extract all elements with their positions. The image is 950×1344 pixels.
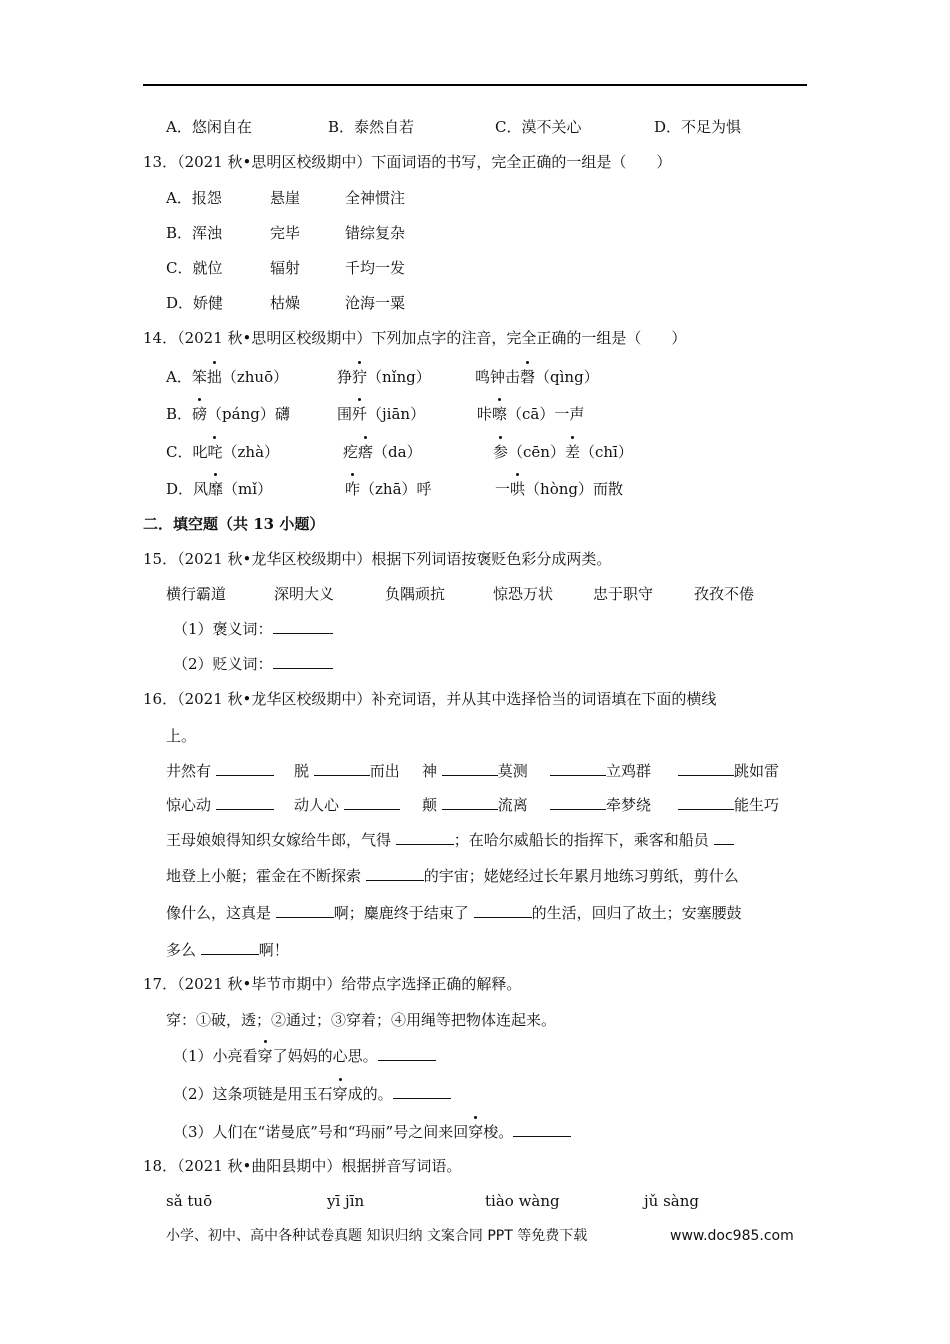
q17-sub-1: （1）小亮看穿了妈妈的心思。 bbox=[173, 1046, 436, 1066]
q14-c-1: C．叱咤（zhà） bbox=[166, 443, 280, 461]
q17-sub-2: （2）这条项链是用玉石穿成的。 bbox=[173, 1084, 451, 1104]
answer-blank[interactable] bbox=[276, 903, 334, 918]
q13-c-3: 千均一发 bbox=[345, 259, 406, 277]
q14-d-1: D．风靡（mǐ） bbox=[166, 480, 273, 498]
answer-blank[interactable] bbox=[442, 795, 498, 810]
q18-pinyin: jǔ sàng bbox=[644, 1192, 699, 1210]
q14-b-1: B．磅（páng）礴 bbox=[166, 405, 290, 423]
q16-row1-2: 脱 而出 bbox=[294, 762, 400, 780]
q16-para-4: 多么 啊！ bbox=[166, 941, 289, 959]
q16-para-1: 王母娘娘得知织女嫁给牛郎，气得 ；在哈尔威船长的指挥下，乘客和船员 bbox=[166, 830, 734, 850]
q15-sub-2: （2）贬义词： bbox=[173, 654, 333, 674]
q14-b-3: 咔嚓（cā）一声 bbox=[477, 405, 585, 423]
q14-c-3: 参（cēn）差（chī） bbox=[493, 443, 633, 461]
q14-a-3: 鸣钟击磬（qìng） bbox=[475, 368, 599, 386]
q18-pinyin: sǎ tuō bbox=[166, 1192, 213, 1210]
q18-pinyin: yī jīn bbox=[327, 1192, 365, 1210]
answer-blank[interactable] bbox=[216, 761, 274, 776]
q14-a-2: 狰狞（nǐng） bbox=[337, 368, 431, 386]
q15-word: 忠于职守 bbox=[593, 585, 654, 603]
answer-blank[interactable] bbox=[442, 761, 498, 776]
answer-blank[interactable] bbox=[550, 795, 606, 810]
q13-a-3: 全神惯注 bbox=[345, 189, 406, 207]
answer-blank[interactable] bbox=[344, 795, 400, 810]
q18-pinyin: tiào wàng bbox=[485, 1192, 560, 1210]
q16-row2-5: 能生巧 bbox=[678, 795, 779, 815]
q15-word: 惊恐万状 bbox=[493, 585, 554, 603]
q15-stem: 15．（2021 秋•龙华区校级期中）根据下列词语按褒贬色彩分成两类。 bbox=[143, 550, 612, 568]
q16-row2-2: 动人心 bbox=[294, 795, 400, 815]
q13-d-1: D．娇健 bbox=[166, 294, 224, 312]
q15-sub-1: （1）褒义词： bbox=[173, 619, 333, 639]
q16-row1-1: 井然有 bbox=[166, 761, 274, 781]
q13-a-2: 悬崖 bbox=[270, 189, 301, 207]
q16-row1-4: 立鸡群 bbox=[550, 761, 651, 781]
q16-row2-1: 惊心动 bbox=[166, 795, 274, 815]
answer-blank[interactable] bbox=[378, 1046, 436, 1061]
q15-word: 孜孜不倦 bbox=[694, 585, 755, 603]
q16-para-2: 地登上小艇；霍金在不断探索 的宇宙；姥姥经过长年累月地练习剪纸，剪什么 bbox=[166, 867, 739, 885]
answer-blank[interactable] bbox=[366, 866, 424, 881]
q14-d-2: 咋（zhā）呼 bbox=[345, 480, 432, 498]
section-heading: 二．填空题（共 13 小题） bbox=[143, 515, 325, 533]
q14-c-2: 疙瘩（da） bbox=[343, 443, 422, 461]
q13-b-1: B．浑浊 bbox=[166, 224, 223, 242]
answer-blank[interactable] bbox=[273, 654, 333, 669]
q17-sub-3: （3）人们在“诺曼底”号和“玛丽”号之间来回穿梭。 bbox=[173, 1122, 571, 1142]
footer-text: 小学、初中、高中各种试卷真题 知识归纳 文案合同 PPT 等免费下载 bbox=[166, 1228, 588, 1244]
q16-stem: 16．（2021 秋•龙华区校级期中）补充词语，并从其中选择恰当的词语填在下面的横线 bbox=[143, 690, 717, 708]
q12-option-b: B．泰然自若 bbox=[328, 118, 415, 136]
footer-link[interactable]: www.doc985.com bbox=[670, 1228, 794, 1244]
q13-d-3: 沧海一粟 bbox=[345, 294, 406, 312]
header-rule bbox=[143, 84, 807, 86]
answer-blank[interactable] bbox=[550, 761, 606, 776]
q13-c-1: C．就位 bbox=[166, 259, 223, 277]
q12-option-d: D．不足为惧 bbox=[654, 118, 742, 136]
q16-row1-3: 神 莫测 bbox=[422, 762, 528, 780]
q13-a-1: A．报怨 bbox=[166, 189, 222, 207]
answer-blank[interactable] bbox=[201, 940, 259, 955]
answer-blank[interactable] bbox=[513, 1122, 571, 1137]
q13-d-2: 枯燥 bbox=[270, 294, 301, 312]
q16-row1-5: 跳如雷 bbox=[678, 761, 779, 781]
answer-blank[interactable] bbox=[314, 761, 370, 776]
answer-blank[interactable] bbox=[714, 830, 734, 845]
answer-blank[interactable] bbox=[396, 830, 454, 845]
q15-word: 横行霸道 bbox=[166, 585, 227, 603]
q13-stem: 13．（2021 秋•思明区校级期中）下面词语的书写，完全正确的一组是（ ） bbox=[143, 153, 672, 171]
q16-row2-3: 颠 流离 bbox=[422, 796, 528, 814]
q16-row2-4: 牵梦绕 bbox=[550, 795, 651, 815]
q14-a-1: A．笨拙（zhuō） bbox=[166, 368, 289, 386]
q12-option-a: A．悠闲自在 bbox=[166, 118, 252, 136]
q18-stem: 18．（2021 秋•曲阳县期中）根据拼音写词语。 bbox=[143, 1157, 462, 1175]
answer-blank[interactable] bbox=[678, 795, 734, 810]
q14-b-2: 围歼（jiān） bbox=[337, 405, 426, 423]
q17-stem: 17．（2021 秋•毕节市期中）给带点字选择正确的解释。 bbox=[143, 975, 522, 993]
q15-word: 负隅顽抗 bbox=[385, 585, 446, 603]
q13-b-2: 完毕 bbox=[270, 224, 301, 242]
q13-b-3: 错综复杂 bbox=[345, 224, 406, 242]
answer-blank[interactable] bbox=[216, 795, 274, 810]
answer-blank[interactable] bbox=[273, 619, 333, 634]
q17-definitions: 穿：①破，透；②通过；③穿着；④用绳等把物体连起来。 bbox=[166, 1011, 557, 1029]
answer-blank[interactable] bbox=[678, 761, 734, 776]
q14-d-3: 一哄（hòng）而散 bbox=[495, 480, 623, 498]
answer-blank[interactable] bbox=[474, 903, 532, 918]
q14-stem: 14．（2021 秋•思明区校级期中）下列加点字的注音，完全正确的一组是（ ） bbox=[143, 329, 687, 347]
q12-option-c: C．漠不关心 bbox=[495, 118, 582, 136]
q16-para-3: 像什么，这真是 啊；麋鹿终于结束了 的生活，回归了故土；安塞腰鼓 bbox=[166, 904, 742, 922]
answer-blank[interactable] bbox=[393, 1084, 451, 1099]
q16-stem-cont: 上。 bbox=[166, 727, 197, 745]
q13-c-2: 辐射 bbox=[270, 259, 301, 277]
q15-word: 深明大义 bbox=[274, 585, 335, 603]
